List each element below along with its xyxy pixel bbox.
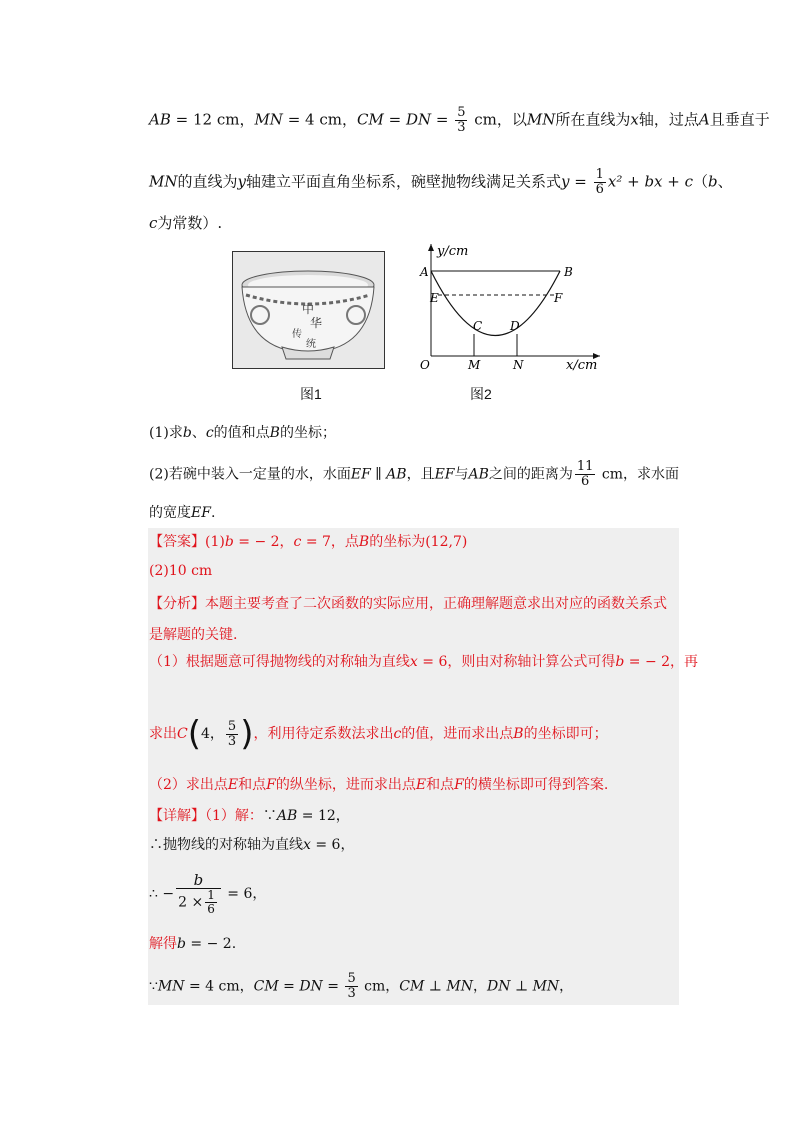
problem-line-1 xyxy=(149,106,770,135)
var-dn: DN xyxy=(299,978,323,995)
var-ef: EF xyxy=(191,505,211,521)
var-x: x xyxy=(630,110,639,129)
fraction xyxy=(575,460,596,489)
label-c: C xyxy=(473,319,483,333)
detail-label: 【详解】 xyxy=(149,808,205,824)
var-y: y xyxy=(237,172,246,191)
var-f: F xyxy=(266,777,276,793)
text: = 4 cm， xyxy=(282,110,357,129)
bowl-char: 传 xyxy=(292,329,302,340)
text: 则由对称轴计算公式可得 xyxy=(461,654,616,670)
text: 轴，过点 xyxy=(638,110,699,129)
var-x: x xyxy=(409,654,418,670)
label-b: B xyxy=(564,265,573,279)
fraction-denominator: 6 xyxy=(207,902,215,916)
var-c-point: C xyxy=(177,726,188,742)
var-y: y xyxy=(561,172,570,191)
question-2-line-2 xyxy=(149,503,215,523)
var-ab: AB xyxy=(468,466,489,483)
text: 且垂直于 xyxy=(709,110,770,129)
text: 的值，进而求出点 xyxy=(401,726,514,742)
text: = − 2， xyxy=(233,534,294,550)
var-c: c xyxy=(149,214,158,232)
fraction-numerator: 11 xyxy=(576,459,594,474)
detail-line-2 xyxy=(149,835,354,855)
analysis-line-1 xyxy=(149,594,667,614)
paren-right: ) xyxy=(240,714,254,754)
text: ⊥ xyxy=(424,978,447,995)
text: 、 xyxy=(717,172,733,191)
coordinate: (12,7) xyxy=(425,534,468,550)
label-d: D xyxy=(510,319,520,333)
text: = 7， xyxy=(301,534,345,550)
text: 轴建立平面直角坐标系，碗壁抛物线满足关系式 xyxy=(245,172,561,191)
text: ∴ − xyxy=(149,886,175,902)
fraction-numerator: 5 xyxy=(347,971,356,986)
text: （ xyxy=(693,172,709,191)
text: (1) xyxy=(205,534,225,550)
fraction-denominator: 3 xyxy=(347,986,356,1001)
var-e: E xyxy=(227,777,239,793)
label-m: M xyxy=(468,358,481,372)
text: 之间的距离为 xyxy=(488,466,573,483)
var-f: F xyxy=(454,777,464,793)
var-cm: CM xyxy=(253,978,279,995)
text: . xyxy=(210,505,216,521)
var-mn: MN xyxy=(446,978,474,995)
detail-line-4 xyxy=(149,934,236,954)
fraction-denominator: 3 xyxy=(457,120,466,135)
var-ef: EF xyxy=(350,466,371,483)
text: cm，以 xyxy=(469,110,527,129)
var-dn: DN xyxy=(405,110,432,129)
text: 和点 xyxy=(238,777,267,793)
text: = xyxy=(431,110,454,129)
detail-line-1 xyxy=(149,806,350,826)
text: = xyxy=(322,978,344,995)
bowl-char: 统 xyxy=(306,339,316,350)
problem-line-3 xyxy=(149,213,222,233)
var-c: c xyxy=(205,425,214,441)
point-x: 4， xyxy=(200,726,224,742)
problem-line-2 xyxy=(149,168,733,197)
fraction-denominator: 3 xyxy=(227,733,237,749)
text: = − 2. xyxy=(185,936,237,952)
because-symbol: ∵ xyxy=(262,808,277,824)
text: = 6， xyxy=(417,654,462,670)
text: 本题主要考查了二次函数的实际应用，正确理解题意求出对应的函数关系式 xyxy=(205,596,667,612)
fraction-numerator: 1 xyxy=(595,167,604,182)
fraction-numerator: 5 xyxy=(227,718,237,734)
fraction-denominator: 6 xyxy=(581,474,590,489)
text: 和点 xyxy=(426,777,455,793)
text: （1）根据题意可得抛物线的对称轴为直线 xyxy=(149,654,410,670)
text: cm， xyxy=(359,978,400,995)
text: 的纵坐标，进而求出点 xyxy=(275,777,416,793)
var-a: A xyxy=(698,110,710,129)
var-b: b xyxy=(177,936,186,952)
fraction xyxy=(176,872,221,916)
fraction xyxy=(455,106,467,135)
var-cm: CM xyxy=(399,978,425,995)
text: cm，求水面 xyxy=(597,466,680,483)
var-mn: MN xyxy=(149,172,178,191)
fraction xyxy=(226,720,238,749)
answer-label: 【答案】 xyxy=(149,534,205,550)
text: ， xyxy=(252,886,267,902)
text: 、 xyxy=(191,425,206,441)
label-n: N xyxy=(513,358,524,372)
bowl-char: 华 xyxy=(310,316,323,330)
var-ab: AB xyxy=(386,466,407,483)
text: = 12， xyxy=(297,808,350,824)
var-c: c xyxy=(293,534,302,550)
var-b: b xyxy=(182,425,192,441)
y-axis-arrow xyxy=(428,244,434,251)
detail-line-3 xyxy=(149,872,266,916)
var-mn: MN xyxy=(157,978,185,995)
bowl-char: 中 xyxy=(302,302,315,316)
analysis-line-2: 是解题的关键. xyxy=(149,627,238,643)
answer-line-1 xyxy=(149,532,467,552)
text: 的坐标为 xyxy=(369,534,426,550)
analysis-line-4 xyxy=(149,714,608,754)
bowl-photo xyxy=(232,251,385,369)
var-ab: AB xyxy=(276,808,298,824)
text: = xyxy=(383,110,406,129)
text: ∥ xyxy=(370,466,387,483)
analysis-label: 【分析】 xyxy=(149,596,205,612)
text: 所在直线为 xyxy=(555,110,631,129)
text: 2 × xyxy=(178,894,204,911)
paren-left: ( xyxy=(187,714,201,754)
text: 为常数）. xyxy=(157,214,223,232)
var-b-point: B xyxy=(513,726,524,742)
text: = xyxy=(569,172,592,191)
inner-fraction xyxy=(205,889,217,916)
text: = xyxy=(278,978,300,995)
answer-line-2: (2)10 cm xyxy=(149,563,213,579)
text: 的值和点 xyxy=(213,425,270,441)
question-2 xyxy=(149,460,679,489)
fraction-numerator: 5 xyxy=(457,105,466,120)
question-1 xyxy=(149,423,336,443)
fraction-numerator: b xyxy=(176,872,221,889)
var-mn: MN xyxy=(526,110,556,129)
text: （2）求出点 xyxy=(149,777,228,793)
var-b-point: B xyxy=(269,425,280,441)
text: ∴抛物线的对称轴为直线 xyxy=(149,837,303,853)
label-x-axis: x/cm xyxy=(566,358,598,373)
polynomial: x² + bx + c xyxy=(607,172,694,191)
text: 的直线为 xyxy=(177,172,238,191)
var-ab: AB xyxy=(149,110,171,129)
text: ，利用待定系数法求出 xyxy=(253,726,394,742)
var-b: b xyxy=(615,654,625,670)
text: = − 2， xyxy=(624,654,685,670)
because-symbol: ∵ xyxy=(149,978,158,995)
fraction-denominator xyxy=(176,889,221,916)
text: （1）解： xyxy=(205,808,263,824)
label-o: O xyxy=(420,358,430,372)
var-dn: DN xyxy=(487,978,511,995)
text: = 6， xyxy=(310,837,355,853)
label-a: A xyxy=(420,265,429,279)
text: ， xyxy=(559,978,574,995)
var-b: b xyxy=(224,534,234,550)
parabola-graph xyxy=(400,240,610,375)
text: (2)若碗中装入一定量的水，水面 xyxy=(149,466,351,483)
figure-1-caption: 图1 xyxy=(300,386,322,402)
var-x: x xyxy=(303,837,311,853)
figure-2-caption: 图2 xyxy=(470,386,492,402)
text: 的宽度 xyxy=(149,505,191,521)
text: 的坐标即可； xyxy=(523,726,608,742)
fraction xyxy=(345,972,357,1001)
var-ef: EF xyxy=(434,466,455,483)
label-y-axis: y/cm xyxy=(437,244,469,259)
text: 的横坐标即可得到答案. xyxy=(463,777,609,793)
text: (1)求 xyxy=(149,425,183,441)
label-f: F xyxy=(554,291,563,305)
var-cm: CM xyxy=(356,110,384,129)
parabola-curve xyxy=(431,271,560,336)
var-b: b xyxy=(708,172,718,191)
var-mn: MN xyxy=(254,110,283,129)
analysis-line-3 xyxy=(149,652,698,672)
var-mn: MN xyxy=(532,978,560,995)
fraction-denominator: 6 xyxy=(595,182,604,197)
text: ， xyxy=(473,978,488,995)
detail-line-5 xyxy=(149,972,573,1001)
text: 求出 xyxy=(149,726,177,742)
text: 解得 xyxy=(149,936,177,952)
fraction xyxy=(594,168,606,197)
text: = 12 cm， xyxy=(170,110,255,129)
var-b-point: B xyxy=(358,534,370,550)
text: 点 xyxy=(344,534,359,550)
text: = 6 xyxy=(222,886,253,902)
analysis-line-5 xyxy=(149,775,608,795)
text: 再 xyxy=(684,654,699,670)
text: ⊥ xyxy=(510,978,533,995)
fraction-numerator: 1 xyxy=(207,888,215,902)
text: 的坐标； xyxy=(279,425,336,441)
var-c: c xyxy=(393,726,402,742)
var-e: E xyxy=(415,777,427,793)
text: ，且 xyxy=(406,466,435,483)
text: = 4 cm， xyxy=(184,978,254,995)
label-e: E xyxy=(430,291,439,305)
text: 与 xyxy=(454,466,469,483)
